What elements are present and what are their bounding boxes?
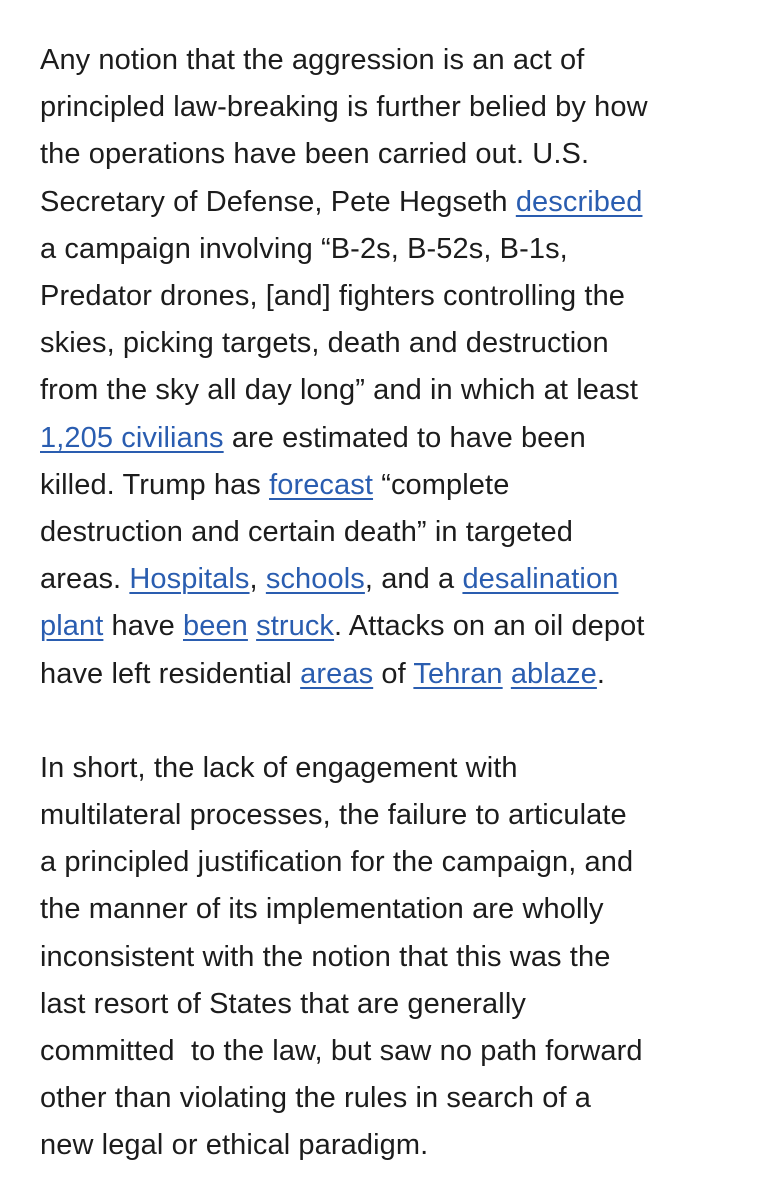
link-ablaze[interactable]: ablaze [510, 657, 597, 690]
link-areas[interactable]: areas [300, 657, 374, 690]
text-line: from the sky all day long” and in which at least [40, 374, 638, 407]
link-struck[interactable]: struck [256, 610, 335, 643]
text-segment: have left residential [40, 657, 301, 690]
text-segment [248, 610, 256, 642]
text-line: skies, picking targets, death and destruction [40, 327, 609, 360]
text-segment: , and a [364, 563, 463, 596]
text-segment: . Attacks on an oil depot [334, 610, 645, 643]
text-segment: killed. Trump has [40, 468, 270, 501]
link-hospitals[interactable]: Hospitals [129, 563, 250, 596]
text-segment: “complete [373, 468, 510, 501]
link-tehran[interactable]: Tehran [413, 657, 503, 690]
text-line: Predator drones, [and] fighters controlling the [40, 280, 626, 313]
text-segment: of [373, 657, 414, 690]
link-forecast[interactable]: forecast [269, 468, 374, 501]
text-line [40, 462, 740, 509]
text-line [40, 603, 740, 650]
link-schools[interactable]: schools [265, 563, 365, 596]
text-line: a principled justification for the campaign, and [40, 846, 634, 879]
text-line: committed to the law, but saw no path forward [40, 1035, 643, 1068]
text-line [40, 651, 740, 698]
text-line: the operations have been carried out. U.S. [40, 138, 590, 171]
text-line: other than violating the rules in search of a [40, 1082, 591, 1115]
text-segment: . [596, 657, 606, 690]
text-segment: , [249, 563, 266, 596]
text-segment [503, 658, 511, 690]
link-described[interactable]: described [515, 185, 643, 218]
text-line [40, 556, 740, 603]
link-civilians[interactable]: 1,205 civilians [40, 421, 224, 454]
article-body [40, 37, 740, 1170]
text-segment: are estimated to have been [223, 421, 586, 454]
text-line: inconsistent with the notion that this was the [40, 940, 611, 973]
link-plant[interactable]: plant [40, 610, 104, 643]
text-segment: Secretary of Defense, Pete Hegseth [40, 185, 516, 218]
text-line [40, 179, 740, 226]
text-line: principled law-breaking is further belied by how [40, 91, 648, 124]
text-line: multilateral processes, the failure to articulate [40, 799, 627, 832]
paragraph-2 [40, 745, 740, 1170]
text-line: In short, the lack of engagement with [40, 751, 518, 784]
text-line: a campaign involving “B-2s, B-52s, B-1s, [40, 232, 568, 265]
text-segment: areas. [40, 563, 130, 596]
text-line: Any notion that the aggression is an act of [40, 44, 585, 76]
text-segment: have [103, 610, 183, 643]
link-been[interactable]: been [183, 610, 248, 643]
text-line [40, 415, 740, 462]
text-line: new legal or ethical paradigm. [40, 1129, 429, 1162]
text-line: the manner of its implementation are wholly [40, 893, 604, 926]
text-line: last resort of States that are generally [40, 987, 526, 1020]
paragraph-1 [40, 37, 740, 698]
text-line: destruction and certain death” in targeted [40, 516, 573, 549]
link-desalination[interactable]: desalination [462, 563, 619, 596]
